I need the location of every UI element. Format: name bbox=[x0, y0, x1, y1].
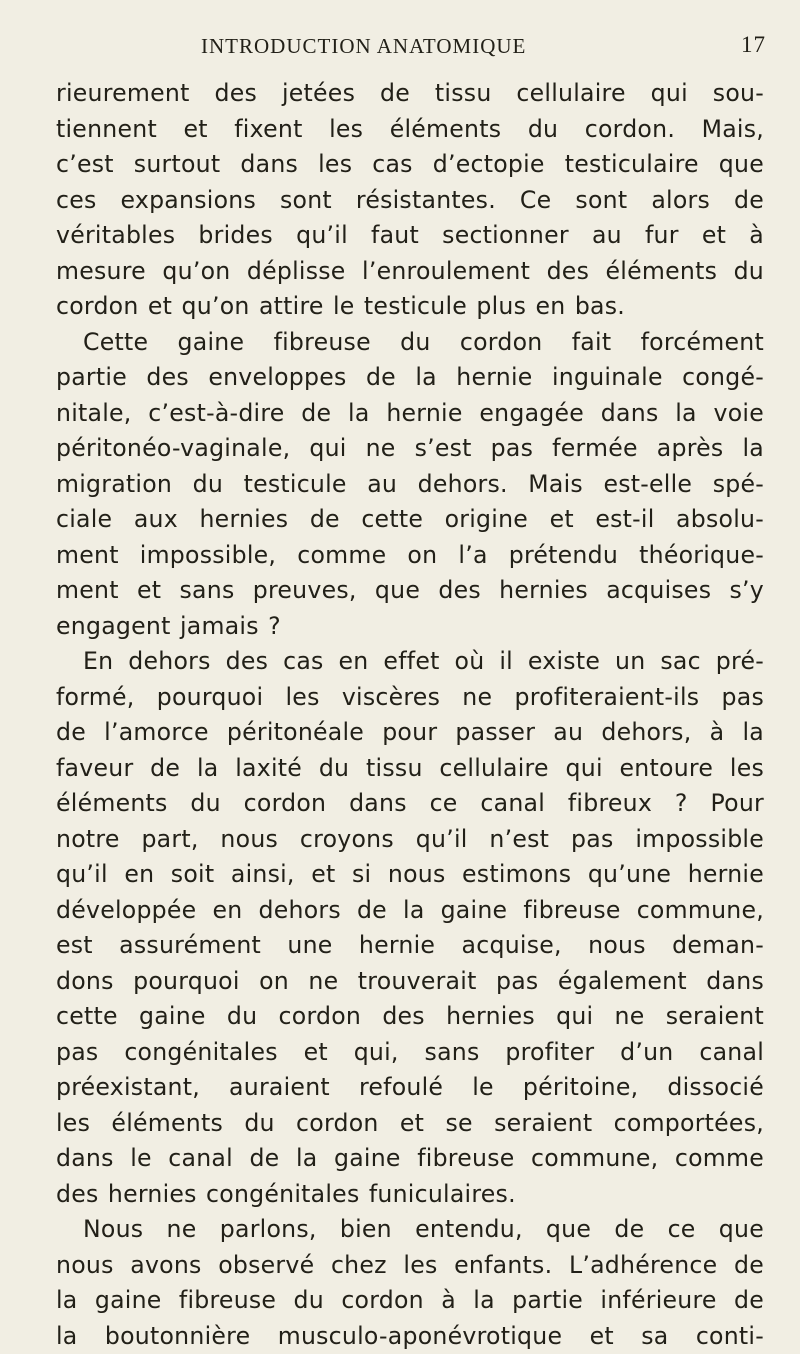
text-line: des hernies congénitales funiculaires. bbox=[56, 1177, 764, 1213]
text-line: qu’il en soit ainsi, et si nous estimons qu’une hernie bbox=[56, 857, 764, 893]
text-line: nitale, c’est-à-dire de la hernie engagée dans la voie bbox=[56, 396, 764, 432]
text-line: véritables brides qu’il faut sectionner au fur et à bbox=[56, 218, 764, 254]
text-line: migration du testicule au dehors. Mais est-elle spé- bbox=[56, 467, 764, 503]
text-line: En dehors des cas en effet où il existe un sac pré- bbox=[56, 644, 764, 680]
text-line: mesure qu’on déplisse l’enroulement des éléments du bbox=[56, 254, 764, 290]
text-line: pas congénitales et qui, sans profiter d’un canal bbox=[56, 1035, 764, 1071]
text-line: la gaine fibreuse du cordon à la partie inférieure de bbox=[56, 1283, 764, 1319]
text-line: ciale aux hernies de cette origine et est-il absolu- bbox=[56, 502, 764, 538]
text-line: la boutonnière musculo-aponévrotique et sa conti- bbox=[56, 1319, 764, 1354]
text-line: Cette gaine fibreuse du cordon fait forcément bbox=[56, 325, 764, 361]
text-line: est assurément une hernie acquise, nous deman- bbox=[56, 928, 764, 964]
text-line: partie des enveloppes de la hernie inguinale congé- bbox=[56, 360, 764, 396]
text-line: cette gaine du cordon des hernies qui ne seraient bbox=[56, 999, 764, 1035]
text-line: ces expansions sont résistantes. Ce sont alors de bbox=[56, 183, 764, 219]
text-line: ment impossible, comme on l’a prétendu théorique- bbox=[56, 538, 764, 574]
body-text bbox=[56, 76, 764, 1354]
text-line: formé, pourquoi les viscères ne profiteraient-ils pas bbox=[56, 680, 764, 716]
text-line: dons pourquoi on ne trouverait pas également dans bbox=[56, 964, 764, 1000]
running-head bbox=[56, 0, 764, 70]
book-page bbox=[56, 0, 764, 1354]
text-line: péritonéo-vaginale, qui ne s’est pas fermée après la bbox=[56, 431, 764, 467]
text-line: engagent jamais ? bbox=[56, 609, 764, 645]
text-line: notre part, nous croyons qu’il n’est pas impossible bbox=[56, 822, 764, 858]
text-line: c’est surtout dans les cas d’ectopie testiculaire que bbox=[56, 147, 764, 183]
text-line: cordon et qu’on attire le testicule plus en bas. bbox=[56, 289, 764, 325]
text-line: nous avons observé chez les enfants. L’adhérence de bbox=[56, 1248, 764, 1284]
text-line: préexistant, auraient refoulé le péritoine, dissocié bbox=[56, 1070, 764, 1106]
text-line: de l’amorce péritonéale pour passer au dehors, à la bbox=[56, 715, 764, 751]
text-line: développée en dehors de la gaine fibreuse commune, bbox=[56, 893, 764, 929]
text-line: tiennent et fixent les éléments du cordon. Mais, bbox=[56, 112, 764, 148]
running-head-title: INTRODUCTION ANATOMIQUE bbox=[201, 34, 526, 59]
text-line: les éléments du cordon et se seraient comportées, bbox=[56, 1106, 764, 1142]
text-line: éléments du cordon dans ce canal fibreux ? Pour bbox=[56, 786, 764, 822]
page-number: 17 bbox=[741, 32, 766, 58]
text-line: dans le canal de la gaine fibreuse commune, comme bbox=[56, 1141, 764, 1177]
text-line: Nous ne parlons, bien entendu, que de ce que bbox=[56, 1212, 764, 1248]
text-line: faveur de la laxité du tissu cellulaire qui entoure les bbox=[56, 751, 764, 787]
text-line: rieurement des jetées de tissu cellulaire qui sou- bbox=[56, 76, 764, 112]
text-line: ment et sans preuves, que des hernies acquises s’y bbox=[56, 573, 764, 609]
